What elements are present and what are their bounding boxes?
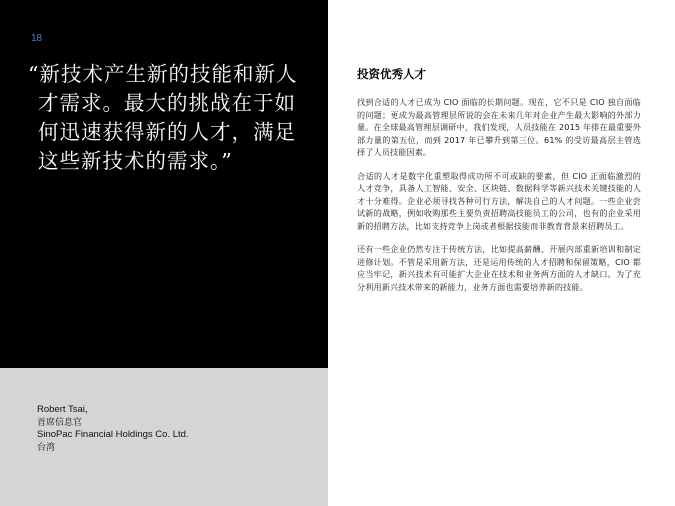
article-paragraph: 找到合适的人才已成为 CIO 面临的长期问题。现在，它不只是 CIO 独自面临的问题；更成为最高管理层所说的会在未来几年对企业产生最大影响的外部力量。在全球最高管理层调研中，我们发现，人员技能在 2015 年排在最重要外部力量的第五位，而到 2017 年已攀升到第三位。61% 的受访最高层主管选择了人员技能因素。 <box>357 97 641 157</box>
quote-panel <box>0 0 328 368</box>
quote-line: 这些新技术的需求。” <box>38 149 233 173</box>
article-column <box>357 66 641 304</box>
page-number: 18 <box>31 33 43 44</box>
author-title: 首席信息官 <box>37 417 83 428</box>
quote-line: 才需求。最大的挑战在于如 <box>38 91 296 115</box>
article-paragraph: 还有一些企业仍然专注于传统方法，比如提高薪酬、开展内部重新培训和制定进修计划。不管是采用新方法，还是运用传统的人才招聘和保留策略，CIO 都应当牢记，新兴技术有可能扩大企业在技术和业务两方面的人才缺口。为了充分利用新兴技术带来的新能力，业务方面也需要培养新的技能。 <box>357 244 641 292</box>
article-paragraph: 合适的人才是数字化重塑取得成功所不可或缺的要素，但 CIO 正面临激烈的人才竞争，具备人工智能、安全、区块链、数据科学等新兴技术关键技能的人才十分难得。企业必须寻找各种可行方法，解决自己的人才问题。一些企业尝试新的战略，例如收购那些主要负责招聘高技能员工的公司，也有的企业采用新的招聘方法，比如支持竞争上岗或者根据技能而非教育背景来招聘员工。 <box>357 170 641 231</box>
article-heading: 投资优秀人才 <box>357 67 426 81</box>
pull-quote <box>28 60 328 176</box>
author-attribution <box>37 404 189 454</box>
quote-line: 何迅速获得新的人才，满足 <box>38 120 296 144</box>
author-name: Robert Tsai， <box>37 404 95 415</box>
author-company: SinoPac Financial Holdings Co. Ltd. <box>37 429 189 440</box>
author-location: 台湾 <box>37 442 56 453</box>
quote-line: “新技术产生新的技能和新人 <box>28 62 298 86</box>
